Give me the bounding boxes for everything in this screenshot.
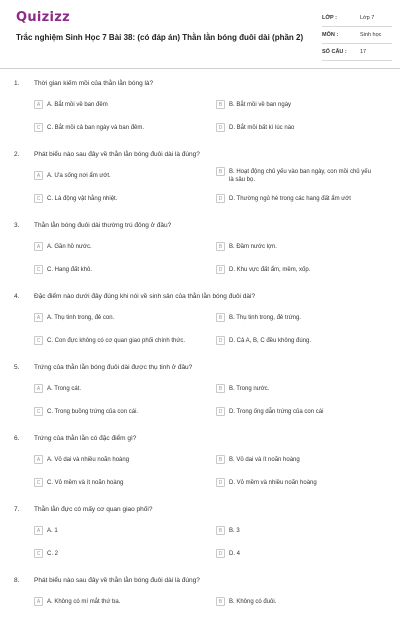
option-b[interactable]	[216, 100, 376, 109]
option-text: B. Hoạt động chủ yếu vào ban ngày, con mồi chủ yếu là sâu bọ.	[229, 168, 371, 183]
option-text: A. 1	[47, 527, 58, 534]
option-letter-box: D	[216, 478, 225, 487]
worksheet-meta	[322, 10, 392, 61]
option-letter-box: C	[34, 407, 43, 416]
option-d[interactable]	[216, 265, 376, 274]
option-a[interactable]	[34, 171, 194, 180]
option-text: C. Hang đất khô.	[47, 266, 93, 273]
quizizz-logo: Quizizz	[16, 10, 71, 25]
option-d[interactable]	[216, 336, 376, 345]
option-letter-box: B	[216, 597, 225, 606]
option-letter-box: D	[216, 549, 225, 558]
option-text: B. Bắt mồi về ban ngày	[229, 101, 292, 108]
option-letter-box: A	[34, 384, 43, 393]
option-letter-box: A	[34, 597, 43, 606]
option-a[interactable]	[34, 384, 194, 393]
option-letter-box: B	[216, 242, 225, 251]
option-text: D. 4	[229, 550, 241, 557]
option-text: A. Ưa sống nơi ẩm ướt.	[47, 172, 111, 179]
option-text: A. Bắt mồi về ban đêm	[47, 101, 108, 108]
option-letter-box: B	[216, 100, 225, 109]
option-letter-box: A	[34, 242, 43, 251]
meta-subject-value: Sinh học	[360, 32, 382, 38]
option-a[interactable]	[34, 526, 194, 535]
option-text: C. Là động vật hằng nhiệt.	[47, 195, 118, 202]
option-a[interactable]	[34, 100, 194, 109]
question-item	[0, 218, 400, 289]
question-item	[0, 289, 400, 360]
question-number: 6.	[14, 435, 20, 442]
option-text: D. Cả A, B, C đều không đúng.	[229, 337, 312, 344]
option-text: D. Bắt mồi bất kì lúc nào	[229, 124, 295, 131]
option-text: C. 2	[47, 550, 59, 557]
meta-count-label: SỐ CÂU :	[322, 49, 347, 55]
option-letter-box: C	[34, 194, 43, 203]
option-text: A. Thụ tinh trong, đẻ con.	[47, 314, 115, 321]
option-a[interactable]	[34, 597, 194, 606]
option-letter-box: A	[34, 455, 43, 464]
meta-count-value: 17	[360, 49, 367, 55]
meta-subject-label: MÔN :	[322, 32, 339, 38]
option-letter-box: B	[216, 313, 225, 322]
option-d[interactable]	[216, 549, 376, 558]
option-c[interactable]	[34, 123, 194, 132]
option-letter-box: D	[216, 265, 225, 274]
question-text: Thằn lằn bóng đuôi dài thường trú đông ở đâu?	[34, 222, 172, 229]
option-text: B. Không có đuôi.	[229, 598, 277, 605]
option-d[interactable]	[216, 194, 376, 203]
question-number: 8.	[14, 577, 20, 584]
question-number: 3.	[14, 222, 20, 229]
option-a[interactable]	[34, 242, 194, 251]
option-b[interactable]	[216, 313, 376, 322]
option-text: B. Trong nước.	[229, 385, 270, 392]
question-text: Phát biểu nào sau đây về thằn lằn bóng đuôi dài là đúng?	[34, 577, 200, 584]
question-number: 2.	[14, 151, 20, 158]
question-text: Đặc điểm nào dưới đây đúng khi nói về sinh sản của thằn lằn bóng đuôi dài?	[34, 293, 256, 300]
option-text: B. Đầm nước lợn.	[229, 243, 277, 250]
option-text: A. Không có mí mắt thứ ba.	[47, 598, 121, 605]
option-text: D. Thường ngủ hè trong các hang đất ẩm ướt	[229, 195, 351, 202]
option-letter-box: C	[34, 336, 43, 345]
meta-class-label: LỚP :	[322, 15, 337, 21]
option-letter-box: B	[216, 167, 225, 176]
option-c[interactable]	[34, 478, 194, 487]
option-c[interactable]	[34, 549, 194, 558]
option-a[interactable]	[34, 313, 194, 322]
option-d[interactable]	[216, 478, 376, 487]
option-b[interactable]	[216, 597, 376, 606]
question-number: 5.	[14, 364, 20, 371]
question-number: 1.	[14, 80, 20, 87]
option-letter-box: A	[34, 526, 43, 535]
question-list	[0, 76, 400, 644]
question-text: Phát biểu nào sau đây về thằn lằn bóng đuôi dài là đúng?	[34, 151, 200, 158]
option-text: C. Trong buồng trứng của con cái.	[47, 408, 139, 415]
option-text: C. Bắt mồi cả ban ngày và ban đêm.	[47, 124, 145, 131]
option-b[interactable]	[216, 242, 376, 251]
option-c[interactable]	[34, 265, 194, 274]
worksheet-title: Trắc nghiệm Sinh Học 7 Bài 38: (có đáp án) Thằn lằn bóng đuôi dài (phần 2)	[16, 33, 304, 42]
option-letter-box: A	[34, 100, 43, 109]
option-letter-box: D	[216, 336, 225, 345]
meta-subject	[322, 27, 392, 44]
option-letter-box: B	[216, 384, 225, 393]
option-letter-box: D	[216, 123, 225, 132]
option-letter-box: B	[216, 526, 225, 535]
question-item	[0, 431, 400, 502]
meta-class	[322, 10, 392, 27]
option-letter-box: A	[34, 313, 43, 322]
option-text: B. Vỏ dai và ít noãn hoàng	[229, 456, 300, 463]
worksheet-header	[0, 0, 400, 62]
option-letter-box: B	[216, 455, 225, 464]
question-item	[0, 76, 400, 147]
option-letter-box: C	[34, 123, 43, 132]
option-b[interactable]	[216, 167, 376, 184]
option-letter-box: D	[216, 194, 225, 203]
option-text: D. Trong ống dẫn trứng của con cái	[229, 408, 324, 415]
option-c[interactable]	[34, 407, 194, 416]
question-text: Thằn lằn đực có mấy cơ quan giao phối?	[34, 506, 153, 513]
option-c[interactable]	[34, 336, 214, 345]
option-b[interactable]	[216, 455, 376, 464]
question-item	[0, 502, 400, 573]
option-b[interactable]	[216, 526, 376, 535]
option-text: C. Vỏ mềm và ít noãn hoàng	[47, 479, 124, 486]
option-letter-box: C	[34, 265, 43, 274]
question-text: Trứng của thằn lằn bóng đuôi dài được thụ tinh ở đâu?	[34, 364, 193, 371]
option-text: C. Con đực không có cơ quan giao phối chính thức.	[47, 337, 186, 344]
option-text: D. Khu vực đất ẩm, mềm, xốp.	[229, 266, 311, 273]
header-divider	[0, 68, 400, 69]
option-letter-box: C	[34, 478, 43, 487]
option-text: A. Vỏ dai và nhiều noãn hoàng	[47, 456, 130, 463]
option-d[interactable]	[216, 407, 376, 416]
option-letter-box: C	[34, 549, 43, 558]
option-letter-box: A	[34, 171, 43, 180]
option-letter-box: D	[216, 407, 225, 416]
meta-count	[322, 44, 392, 61]
option-text: A. Gần hồ nước.	[47, 243, 92, 250]
option-text: B. 3	[229, 527, 240, 534]
option-b[interactable]	[216, 384, 376, 393]
question-number: 4.	[14, 293, 20, 300]
question-text: Thời gian kiếm mồi của thằn lằn bóng là?	[34, 80, 154, 87]
option-d[interactable]	[216, 123, 376, 132]
option-a[interactable]	[34, 455, 194, 464]
question-item	[0, 147, 400, 218]
question-item	[0, 573, 400, 644]
option-c[interactable]	[34, 194, 194, 203]
meta-class-value: Lớp 7	[360, 15, 375, 21]
option-text: D. Vỏ mềm và nhiều noãn hoàng	[229, 479, 317, 486]
question-text: Trứng của thằn lằn có đặc điểm gì?	[34, 435, 137, 442]
option-text: B. Thụ tinh trong, đẻ trứng.	[229, 314, 301, 321]
question-item	[0, 360, 400, 431]
question-number: 7.	[14, 506, 20, 513]
option-text: A. Trong cát.	[47, 385, 82, 392]
